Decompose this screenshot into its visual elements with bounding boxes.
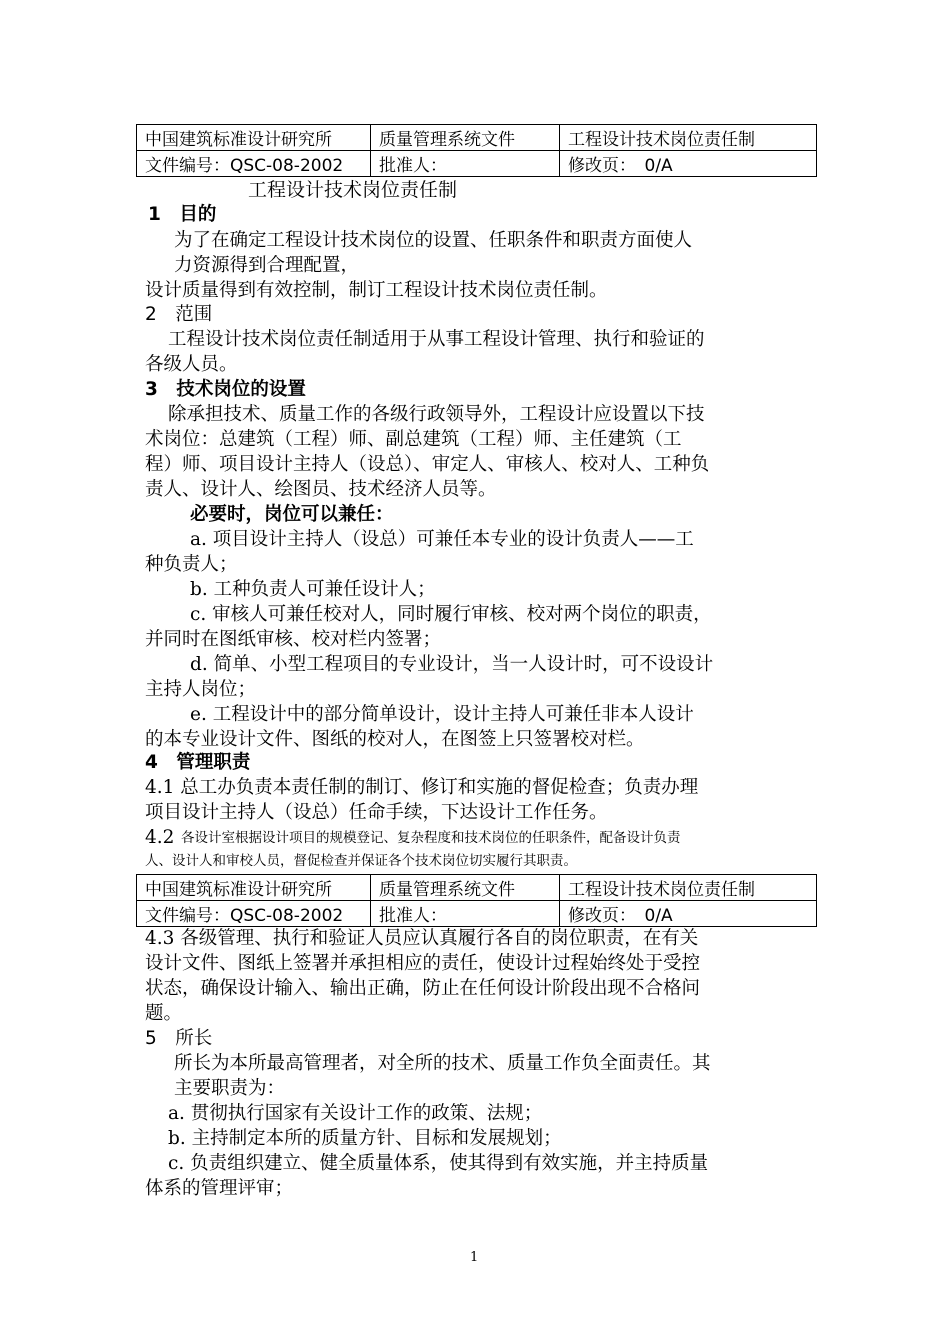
- header-table: [136, 124, 817, 177]
- section-3-item: c. 审核人可兼任校对人，同时履行审核、校对两个岗位的职责，: [190, 604, 712, 625]
- section-4-p3-line: 题。: [145, 1003, 183, 1024]
- header-doc-title: 工程设计技术岗位责任制: [560, 125, 817, 151]
- section-5-line: 所长为本所最高管理者，对全所的技术、质量工作负全面责任。其: [174, 1053, 711, 1074]
- section-5-item: c. 负责组织建立、健全质量体系，使其得到有效实施，并主持质量: [168, 1153, 709, 1174]
- section-5-heading: 5 所长: [145, 1028, 213, 1049]
- section-3-line: 程）师、项目设计主持人（设总）、审定人、审核人、校对人、工种负: [145, 454, 710, 475]
- section-5-item: b. 主持制定本所的质量方针、目标和发展规划；: [168, 1128, 562, 1149]
- section-3-line: 术岗位：总建筑（工程）师、副总建筑（工程）师、主任建筑（工: [145, 429, 682, 450]
- header-approver: 批准人：: [371, 151, 560, 177]
- section-3-item: 的本专业设计文件、图纸的校对人，在图签上只签署校对栏。: [145, 729, 645, 750]
- header-revision: 修改页： 0/A: [560, 151, 817, 177]
- header-table-repeat: [136, 874, 817, 927]
- page-number: 1: [470, 1250, 479, 1265]
- section-2-heading: 2 范围: [145, 304, 213, 325]
- header-org: 中国建筑标准设计研究所: [137, 875, 371, 901]
- section-5-line: 主要职责为：: [174, 1078, 286, 1099]
- section-4-p3-line: 4.3 各级管理、执行和验证人员应认真履行各自的岗位职责，在有关: [145, 928, 699, 949]
- section-3-item: b. 工种负责人可兼任设计人；: [190, 579, 436, 600]
- section-3-heading: 3 技术岗位的设置: [145, 379, 306, 400]
- section-4-p1-line: 4.1 总工办负责本责任制的制订、修订和实施的督促检查；负责办理: [145, 777, 699, 798]
- section-3-item: 并同时在图纸审核、校对栏内签署；: [145, 629, 442, 650]
- section-1-line: 力资源得到合理配置，: [174, 255, 360, 276]
- section-3-item: e. 工程设计中的部分简单设计，设计主持人可兼任非本人设计: [190, 704, 694, 725]
- header-approver: 批准人：: [371, 901, 560, 927]
- section-2-line: 各级人员。: [145, 354, 238, 375]
- header-doc-type: 质量管理系统文件: [371, 875, 560, 901]
- section-3-subheading: 必要时，岗位可以兼任：: [190, 504, 394, 525]
- section-1-line: 为了在确定工程设计技术岗位的设置、任职条件和职责方面使人: [174, 230, 693, 251]
- section-4-p2-line: 各设计室根据设计项目的规模登记、复杂程度和技术岗位的任职条件，配备设计负责: [181, 830, 681, 846]
- header-revision: 修改页： 0/A: [560, 901, 817, 927]
- section-4-p2-line: 人、设计人和审校人员，督促检查并保证各个技术岗位切实履行其职责。: [145, 853, 577, 869]
- section-4-p3-line: 状态，确保设计输入、输出正确，防止在任何设计阶段出现不合格问: [145, 978, 701, 999]
- header-doc-no: 文件编号：QSC-08-2002: [137, 901, 371, 927]
- header-doc-no: 文件编号：QSC-08-2002: [137, 151, 371, 177]
- section-3-item: 主持人岗位；: [145, 679, 257, 700]
- section-2-line: 工程设计技术岗位责任制适用于从事工程设计管理、执行和验证的: [168, 329, 705, 350]
- section-4-p2-number: 4.2: [145, 827, 175, 848]
- section-4-heading: 4 管理职责: [145, 752, 251, 773]
- section-3-item: a. 项目设计主持人（设总）可兼任本专业的设计负责人——工: [190, 529, 694, 550]
- section-4-p3-line: 设计文件、图纸上签署并承担相应的责任，使设计过程始终处于受控: [145, 953, 701, 974]
- section-3-line: 除承担技术、质量工作的各级行政领导外，工程设计应设置以下技: [168, 404, 705, 425]
- header-doc-title: 工程设计技术岗位责任制: [560, 875, 817, 901]
- header-doc-type: 质量管理系统文件: [371, 125, 560, 151]
- section-1-line: 设计质量得到有效控制，制订工程设计技术岗位责任制。: [145, 280, 608, 301]
- document-title: 工程设计技术岗位责任制: [248, 179, 458, 201]
- section-5-item: 体系的管理评审；: [145, 1178, 294, 1199]
- section-1-heading: 1 目的: [148, 204, 217, 225]
- section-5-item: a. 贯彻执行国家有关设计工作的政策、法规；: [168, 1103, 543, 1124]
- section-3-item: d. 简单、小型工程项目的专业设计，当一人设计时，可不设设计: [190, 654, 714, 675]
- section-3-line: 责人、设计人、绘图员、技术经济人员等。: [145, 479, 497, 500]
- section-3-item: 种负责人；: [145, 554, 238, 575]
- section-4-p1-line: 项目设计主持人（设总）任命手续，下达设计工作任务。: [145, 802, 608, 823]
- header-org: 中国建筑标准设计研究所: [137, 125, 371, 151]
